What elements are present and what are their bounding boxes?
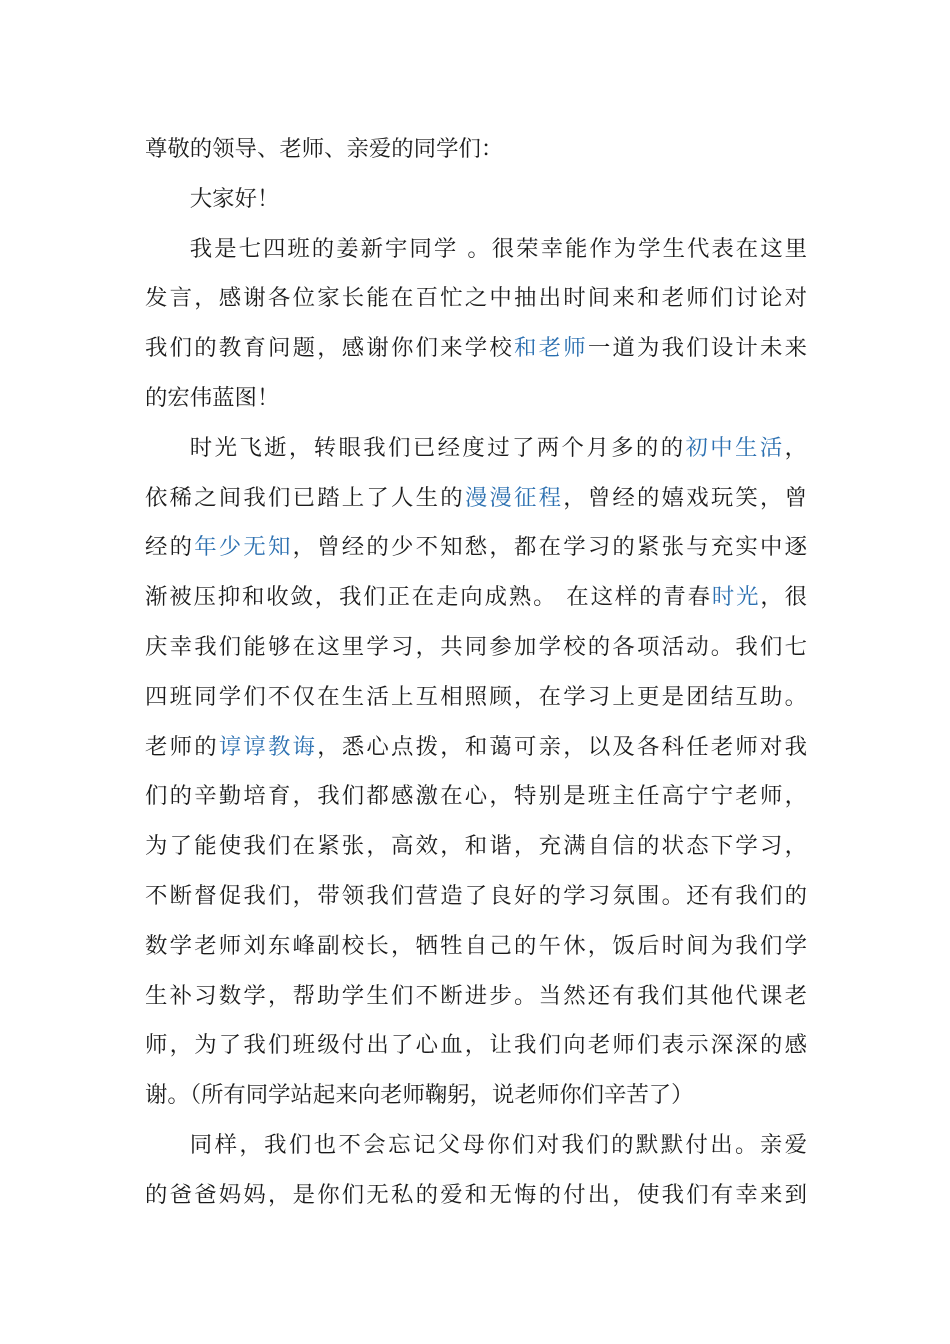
text-line	[145, 872, 807, 922]
text-line	[145, 523, 807, 573]
hyperlink-text[interactable]: 和老师	[514, 335, 588, 362]
document-body	[145, 125, 807, 1221]
body-text: 尊敬的领导、老师、亲爱的同学们：	[145, 136, 504, 162]
body-text: 庆幸我们能够在这里学习，共同参加学校的各项活动。我们七	[145, 633, 807, 660]
body-text: 们的辛勤培育，我们都感激在心，特别是班主任高宁宁老师，	[145, 783, 807, 810]
paragraph	[145, 125, 807, 175]
text-line	[145, 972, 807, 1022]
text-line	[145, 1171, 807, 1221]
body-text: 发言，感谢各位家长能在百忙之中抽出时间来和老师们讨论对	[145, 285, 807, 312]
text-line	[145, 225, 807, 275]
body-text: 生补习数学，帮助学生们不断进步。当然还有我们其他代课老	[145, 982, 807, 1009]
paragraph	[145, 424, 807, 1121]
body-text: ，曾经的嬉戏玩笑，曾	[563, 484, 808, 511]
hyperlink-text[interactable]: 时光	[711, 584, 761, 611]
body-text: 时光飞逝，转眼我们已经度过了两个月多的的	[189, 434, 686, 461]
hyperlink-text[interactable]: 谆谆教诲	[218, 733, 318, 760]
text-line	[145, 374, 807, 424]
body-text: 谢。（所有同学站起来向老师鞠躬，说老师你们辛苦了）	[145, 1082, 694, 1109]
body-text: 我们的教育问题，感谢你们来学校	[145, 335, 515, 362]
body-text: ，曾经的少不知愁，都在学习的紧张与充实中逐	[292, 534, 808, 561]
body-text: ，很	[760, 584, 808, 611]
text-line	[145, 474, 807, 524]
body-text: 为了能使我们在紧张，高效，和谐，充满自信的状态下学习，	[145, 833, 807, 860]
text-line	[145, 274, 807, 324]
text-line	[145, 772, 807, 822]
body-text: 一道为我们设计未来	[587, 335, 808, 362]
text-line	[145, 922, 807, 972]
paragraph	[145, 1121, 807, 1221]
text-line	[145, 1071, 807, 1121]
text-line	[145, 1021, 807, 1071]
text-line	[145, 424, 807, 474]
text-line	[145, 175, 807, 225]
hyperlink-text[interactable]: 年少无知	[194, 534, 293, 561]
text-line	[145, 673, 807, 723]
body-text: 不断督促我们，带领我们营造了良好的学习氛围。还有我们的	[145, 882, 807, 909]
body-text: 的爸爸妈妈，是你们无私的爱和无悔的付出，使我们有幸来到	[145, 1181, 807, 1208]
text-line	[145, 623, 807, 673]
body-text: 四班同学们不仅在生活上互相照顾，在学习上更是团结互助。	[145, 683, 807, 710]
hyperlink-text[interactable]: 初中生活	[685, 434, 785, 461]
body-text: ，	[784, 434, 808, 461]
text-line	[145, 573, 807, 623]
body-text: ，悉心点拨，和蔼可亲，以及各科任老师对我	[317, 733, 808, 760]
body-text: 老师的	[145, 733, 219, 760]
body-text: 大家好！	[189, 185, 280, 212]
body-text: 经的	[145, 534, 195, 561]
body-text: 渐被压抑和收敛，我们正在走向成熟。 在这样的青春	[145, 584, 712, 611]
body-text: 我是七四班的姜新宇同学 。很荣幸能作为学生代表在这里	[189, 235, 807, 262]
text-line	[145, 723, 807, 773]
body-text: 依稀之间我们已踏上了人生的	[145, 484, 465, 511]
body-text: 师，为了我们班级付出了心血，让我们向老师们表示深深的感	[145, 1032, 807, 1059]
text-line	[145, 1121, 807, 1171]
body-text: 同样，我们也不会忘记父母你们对我们的默默付出。亲爱	[189, 1131, 807, 1158]
text-line	[145, 822, 807, 872]
body-text: 的宏伟蓝图！	[145, 384, 280, 411]
paragraph	[145, 175, 807, 225]
text-line	[145, 324, 807, 374]
paragraph	[145, 225, 807, 424]
body-text: 数学老师刘东峰副校长，牺牲自己的午休，饭后时间为我们学	[145, 932, 807, 959]
text-line	[145, 125, 807, 175]
hyperlink-text[interactable]: 漫漫征程	[464, 484, 564, 511]
